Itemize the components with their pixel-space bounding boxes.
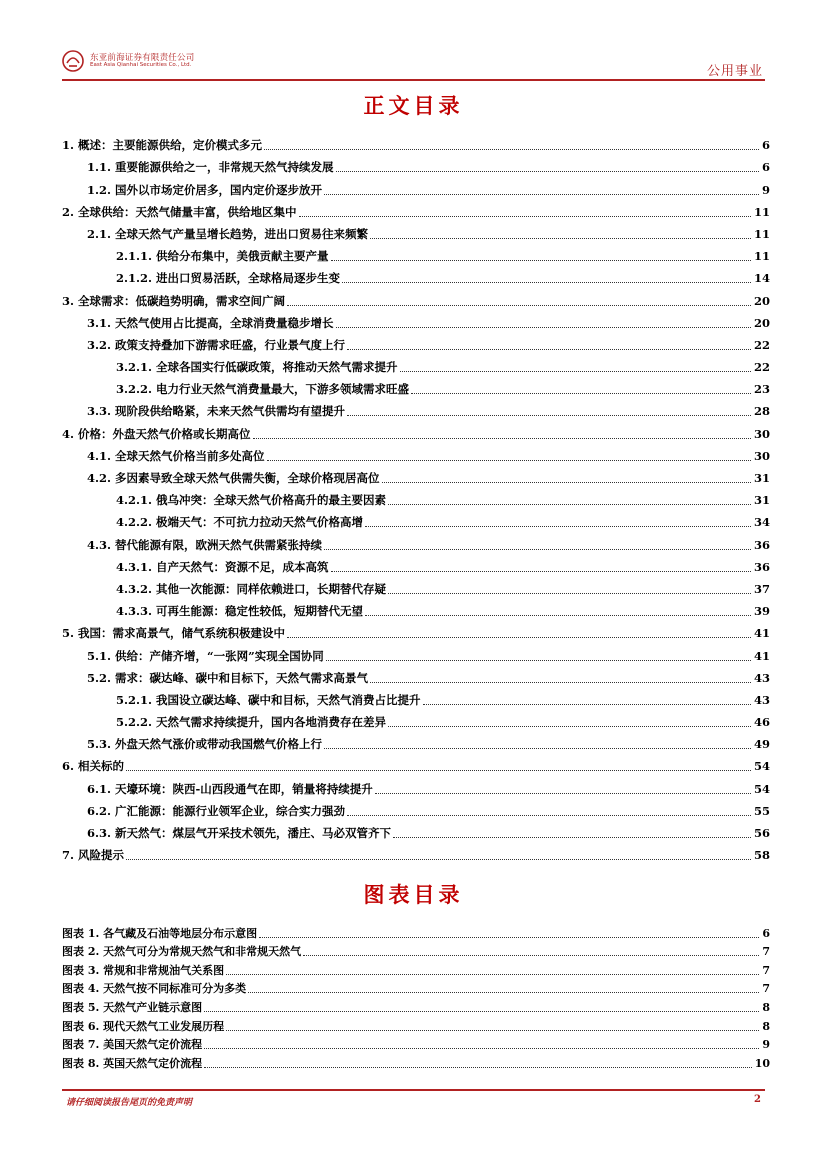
toc-entry-title: 2.1.2. 进出口贸易活跃，全球格局逐步生变 xyxy=(116,271,341,286)
company-logo-icon xyxy=(62,50,84,72)
dot-leader xyxy=(253,438,751,439)
toc-title: 正文目录 xyxy=(363,93,464,118)
dot-leader xyxy=(331,571,751,572)
toc-entry-title: 6.2. 广汇能源：能源行业领军企业，综合实力强劲 xyxy=(87,803,346,818)
dot-leader xyxy=(326,660,751,661)
figure-entry-title: 图表 5. 天然气产业链示意图 xyxy=(62,1000,203,1014)
toc-entry-page: 11 xyxy=(753,249,770,264)
figure-entry-page: 7 xyxy=(762,963,770,977)
toc-entry[interactable] xyxy=(62,464,770,486)
toc-entry[interactable] xyxy=(62,375,770,397)
toc-entry-page: 49 xyxy=(753,737,770,752)
dot-leader xyxy=(299,216,751,217)
dot-leader xyxy=(287,305,751,306)
toc-entry-page: 34 xyxy=(753,515,770,530)
dot-leader xyxy=(324,748,751,749)
toc-entry-page: 43 xyxy=(753,692,770,707)
dot-leader xyxy=(370,682,751,683)
toc-entry[interactable] xyxy=(62,242,770,264)
dot-leader xyxy=(400,371,751,372)
figure-entry-title: 图表 8. 英国天然气定价流程 xyxy=(62,1056,203,1070)
toc-entry-page: 22 xyxy=(753,360,770,375)
figure-entry-title: 图表 3. 常规和非常规油气关系图 xyxy=(62,963,225,977)
figure-entry-page: 7 xyxy=(762,982,770,996)
figure-entry[interactable] xyxy=(62,922,770,941)
dot-leader xyxy=(324,549,751,550)
toc-entry[interactable] xyxy=(62,131,770,153)
company-logo xyxy=(62,50,222,76)
disclaimer-note: 请仔细阅读报告尾页的免责声明 xyxy=(66,1098,193,1108)
figure-entry-page: 6 xyxy=(762,926,770,940)
toc-entry-title: 5.2. 需求：碳达峰、碳中和目标下，天然气需求高景气 xyxy=(87,670,369,685)
toc-entry-page: 39 xyxy=(753,604,770,619)
dot-leader xyxy=(204,1048,759,1049)
toc-entry-page: 41 xyxy=(753,648,770,663)
toc-entry-page: 20 xyxy=(753,293,770,308)
toc-entry-title: 3.2.1. 全球各国实行低碳政策，将推动天然气需求提升 xyxy=(116,360,398,375)
toc-entry[interactable] xyxy=(62,331,770,353)
toc-entry-page: 46 xyxy=(753,715,770,730)
toc-entry[interactable] xyxy=(62,508,770,530)
page-number: 2 xyxy=(754,1094,761,1105)
toc-entry-page: 58 xyxy=(753,848,770,863)
figure-entry-page: 8 xyxy=(762,1000,770,1014)
figure-entry[interactable] xyxy=(62,959,770,978)
page-header xyxy=(0,0,827,82)
toc-entry-page: 37 xyxy=(753,581,770,596)
toc-entry-page: 55 xyxy=(753,803,770,818)
toc-entry-title: 3. 全球需求：低碳趋势明确，需求空间广阔 xyxy=(62,293,286,308)
dot-leader xyxy=(336,171,759,172)
dot-leader xyxy=(370,238,751,239)
toc-entry[interactable] xyxy=(62,397,770,419)
figure-entry-title: 图表 1. 各气藏及石油等地层分布示意图 xyxy=(62,926,258,940)
figure-entry-title: 图表 4. 天然气按不同标准可分为多类 xyxy=(62,982,247,996)
toc-entry[interactable] xyxy=(62,641,770,663)
toc-entry-title: 5.3. 外盘天然气涨价或带动我国燃气价格上行 xyxy=(87,737,323,752)
dot-leader xyxy=(248,992,759,993)
dot-leader xyxy=(388,593,751,594)
company-name-en: East Asia Qianhai Securities Co., Ltd. xyxy=(90,62,192,68)
dot-leader xyxy=(264,149,759,150)
dot-leader xyxy=(259,937,759,938)
figure-entry-title: 图表 7. 美国天然气定价流程 xyxy=(62,1038,203,1052)
toc-entry-page: 23 xyxy=(753,382,770,397)
figure-entry[interactable] xyxy=(62,941,770,960)
toc-entry[interactable] xyxy=(62,286,770,308)
toc-entry-page: 54 xyxy=(753,759,770,774)
toc-entry-page: 30 xyxy=(753,426,770,441)
toc-entry[interactable] xyxy=(62,553,770,575)
toc-entry-title: 5.2.1. 我国设立碳达峰、碳中和目标，天然气消费占比提升 xyxy=(116,692,421,707)
toc-entry[interactable] xyxy=(62,486,770,508)
figure-entry-page: 7 xyxy=(762,945,770,959)
figure-entry[interactable] xyxy=(62,978,770,997)
toc-entry[interactable] xyxy=(62,309,770,331)
toc-entry[interactable] xyxy=(62,730,770,752)
toc-entry-title: 6.3. 新天然气：煤层气开采技术领先，潘庄、马必双管齐下 xyxy=(87,826,392,840)
toc-entry[interactable] xyxy=(62,419,770,441)
dot-leader xyxy=(204,1011,759,1012)
toc-entry-title: 1.1. 重要能源供给之一，非常规天然气持续发展 xyxy=(87,160,334,175)
toc-entry-title: 6.1. 天壕环境：陕西-山西段通气在即，销量将持续提升 xyxy=(87,781,373,796)
toc-entry-title: 4.3.3. 可再生能源：稳定性较低，短期替代无望 xyxy=(116,604,364,619)
figure-entry[interactable] xyxy=(62,996,770,1015)
toc-entry-page: 56 xyxy=(753,826,770,840)
figure-entry[interactable] xyxy=(62,1015,770,1034)
dot-leader xyxy=(365,526,751,527)
dot-leader xyxy=(365,615,751,616)
toc-entry[interactable] xyxy=(62,264,770,286)
toc-entry-title: 4.1. 全球天然气价格当前多处高位 xyxy=(87,448,265,463)
toc-entry-page: 41 xyxy=(753,626,770,641)
toc-entry[interactable] xyxy=(62,797,770,819)
toc-entry-title: 4.3.1. 自产天然气：资源不足，成本高筑 xyxy=(116,559,329,574)
dot-leader xyxy=(411,393,751,394)
toc-entry-page: 31 xyxy=(753,493,770,508)
industry-label: 公用事业 xyxy=(706,64,763,79)
toc-entry-page: 31 xyxy=(753,471,770,485)
toc-entry-title: 1.2. 国外以市场定价居多，国内定价逐步放开 xyxy=(87,182,323,197)
toc-entry-title: 2.1.1. 供给分布集中，美俄贡献主要产量 xyxy=(116,249,329,264)
toc-entry[interactable] xyxy=(62,752,770,774)
dot-leader xyxy=(267,460,751,461)
figure-entry-title: 图表 6. 现代天然气工业发展历程 xyxy=(62,1019,225,1033)
toc-entry-page: 22 xyxy=(753,337,770,352)
toc-entry-title: 4.3. 替代能源有限，欧洲天然气供需紧张持续 xyxy=(87,537,323,552)
toc-entry-title: 4.2.1. 俄乌冲突：全球天然气价格高升的最主要因素 xyxy=(116,493,387,508)
toc-entry-title: 4.2.2. 极端天气：不可抗力拉动天然气价格高增 xyxy=(116,515,364,530)
toc-entry-title: 4.2. 多因素导致全球天然气供需失衡，全球价格现居高位 xyxy=(87,471,380,485)
toc-entry[interactable] xyxy=(62,819,770,841)
toc-entry-page: 11 xyxy=(753,226,770,241)
toc-entry-title: 7. 风险提示 xyxy=(62,848,125,863)
dot-leader xyxy=(303,955,759,956)
dot-leader xyxy=(226,1030,759,1031)
dot-leader xyxy=(336,327,751,328)
toc-entry-title: 5.2.2. 天然气需求持续提升，国内各地消费存在差异 xyxy=(116,715,387,730)
toc-entry-title: 4.3.2. 其他一次能源：同样依赖进口，长期替代存疑 xyxy=(116,581,387,596)
toc-entry-title: 3.2. 政策支持叠加下游需求旺盛，行业景气度上行 xyxy=(87,337,346,352)
toc-entry[interactable] xyxy=(62,175,770,197)
figure-entry-title: 图表 2. 天然气可分为常规天然气和非常规天然气 xyxy=(62,945,302,959)
dot-leader xyxy=(342,282,751,283)
toc-entry[interactable] xyxy=(62,686,770,708)
figure-list xyxy=(62,922,770,1071)
figure-entry[interactable] xyxy=(62,1034,770,1053)
toc-entry-title: 6. 相关标的 xyxy=(62,759,125,774)
toc-entry[interactable] xyxy=(62,774,770,796)
toc-entry-title: 5. 我国：需求高景气，储气系统积极建设中 xyxy=(62,626,286,641)
dot-leader xyxy=(388,726,751,727)
dot-leader xyxy=(126,859,751,860)
toc-entry-title: 2. 全球供给：天然气储量丰富，供给地区集中 xyxy=(62,204,297,219)
toc-entry[interactable] xyxy=(62,708,770,730)
toc-entry-page: 6 xyxy=(761,138,770,153)
dot-leader xyxy=(226,974,759,975)
toc-entry-title: 2.1. 全球天然气产量呈增长趋势，进出口贸易往来频繁 xyxy=(87,226,369,241)
dot-leader xyxy=(388,504,751,505)
toc-entry-title: 5.1. 供给：产储齐增，“一张网”实现全国协同 xyxy=(87,648,324,663)
toc-entry-page: 20 xyxy=(753,315,770,330)
dot-leader xyxy=(382,482,751,483)
toc-entry[interactable] xyxy=(62,198,770,220)
toc-entry[interactable] xyxy=(62,575,770,597)
toc-entry-title: 4. 价格：外盘天然气价格或长期高位 xyxy=(62,426,251,441)
toc-entry[interactable] xyxy=(62,153,770,175)
header-divider xyxy=(62,79,765,81)
toc-entry[interactable] xyxy=(62,597,770,619)
dot-leader xyxy=(375,793,751,794)
toc-entry-title: 3.2.2. 电力行业天然气消费量最大，下游多领域需求旺盛 xyxy=(116,382,410,397)
dot-leader xyxy=(204,1067,752,1068)
toc-entry-page: 36 xyxy=(753,537,770,552)
footer-divider xyxy=(62,1089,765,1091)
toc-entry-title: 3.1. 天然气使用占比提高，全球消费量稳步增长 xyxy=(87,315,334,330)
toc-entry[interactable] xyxy=(62,841,770,863)
toc-entry-page: 14 xyxy=(753,271,770,286)
figure-entry-page: 8 xyxy=(762,1019,770,1033)
figure-entry-page: 9 xyxy=(762,1038,770,1052)
dot-leader xyxy=(423,704,751,705)
toc-entry-page: 11 xyxy=(753,204,770,219)
toc-entry-page: 54 xyxy=(753,781,770,796)
table-of-contents xyxy=(62,131,770,863)
toc-entry-page: 30 xyxy=(753,448,770,463)
dot-leader xyxy=(393,837,751,838)
toc-entry-title: 1. 概述：主要能源供给，定价模式多元 xyxy=(62,138,263,153)
dot-leader xyxy=(347,415,751,416)
figure-list-title: 图表目录 xyxy=(363,882,464,907)
toc-entry-page: 36 xyxy=(753,559,770,574)
toc-entry-page: 43 xyxy=(753,670,770,685)
dot-leader xyxy=(347,815,751,816)
company-name-cn: 东亚前海证券有限责任公司 xyxy=(90,53,195,63)
dot-leader xyxy=(331,260,751,261)
toc-entry[interactable] xyxy=(62,664,770,686)
dot-leader xyxy=(287,637,751,638)
toc-entry[interactable] xyxy=(62,530,770,552)
dot-leader xyxy=(126,770,751,771)
figure-entry-page: 10 xyxy=(754,1056,770,1070)
toc-entry-page: 9 xyxy=(761,182,770,197)
toc-entry[interactable] xyxy=(62,619,770,641)
dot-leader xyxy=(347,349,751,350)
toc-entry[interactable] xyxy=(62,220,770,242)
toc-entry[interactable] xyxy=(62,353,770,375)
toc-entry[interactable] xyxy=(62,442,770,464)
toc-entry-title: 3.3. 现阶段供给略紧，未来天然气供需均有望提升 xyxy=(87,404,346,419)
dot-leader xyxy=(324,194,759,195)
figure-entry[interactable] xyxy=(62,1052,770,1071)
toc-entry-page: 28 xyxy=(753,404,770,419)
toc-entry-page: 6 xyxy=(761,160,770,175)
